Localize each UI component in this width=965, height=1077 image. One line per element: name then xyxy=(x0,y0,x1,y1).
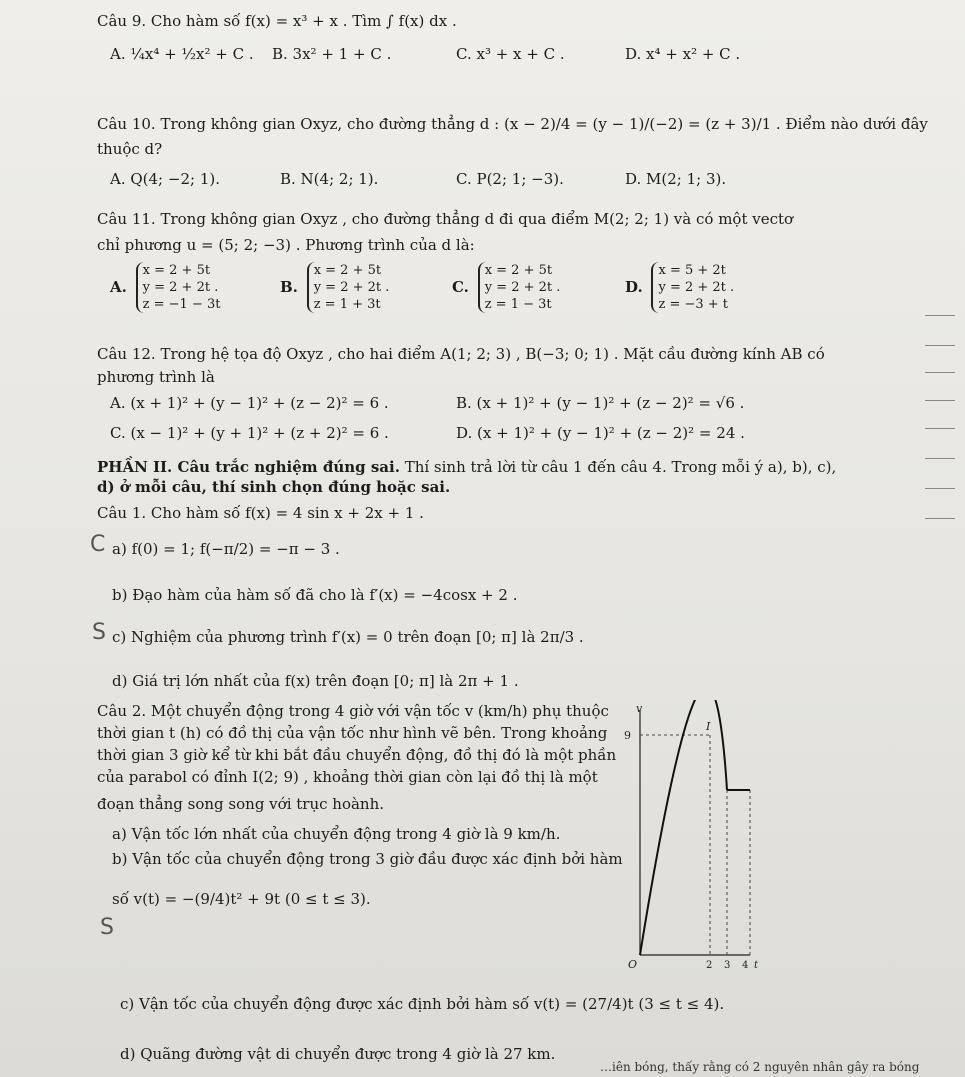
part2-heading: PHẦN II. Câu trắc nghiệm đúng sai. Thí sinh trả lời từ câu 1 đến câu 4. Trong mỗi ý a), b), c), xyxy=(97,458,837,476)
c2-item-b-formula: số v(t) = −(9/4)t² + 9t (0 ≤ t ≤ 3). xyxy=(112,890,371,908)
c2-item-b: b) Vận tốc của chuyển động trong 3 giờ đầu được xác định bởi hàm xyxy=(112,850,623,868)
q10-stem: Câu 10. Trong không gian Oxyz, cho đường thẳng d : (x − 2)/4 = (y − 1)/(−2) = (z + 3)/1 . Điểm nào dưới đây xyxy=(97,115,928,133)
c2-line-2: thời gian t (h) có đồ thị của vận tốc như hình vẽ bên. Trong khoảng xyxy=(97,724,608,742)
handwritten-mark-c: C xyxy=(90,532,106,557)
x-tick-4: 4 xyxy=(742,960,749,971)
handwritten-mark-s-2: S xyxy=(100,915,114,940)
q12-stem-2: phương trình là xyxy=(97,368,215,386)
handwritten-mark-s: S xyxy=(92,620,106,645)
next-page-fragment: …iên bóng, thấy rằng có 2 nguyên nhân gây ra bóng xyxy=(600,1060,920,1074)
vertex-label: I xyxy=(706,720,711,733)
q12-option-d: D. (x + 1)² + (y − 1)² + (z − 2)² = 24 . xyxy=(456,424,745,442)
c2-line-1: Câu 2. Một chuyển động trong 4 giờ với vận tốc v (km/h) phụ thuộc xyxy=(97,702,609,720)
part2-instruction: d) ở mỗi câu, thí sinh chọn đúng hoặc sai. xyxy=(97,478,451,496)
q11-option-b: B. x = 2 + 5t y = 2 + 2t . z = 1 + 3t xyxy=(280,263,390,312)
q10-option-d: D. M(2; 1; 3). xyxy=(625,170,727,188)
x-tick-2: 2 xyxy=(706,960,713,971)
edge-rule xyxy=(925,372,955,373)
q9-stem: Câu 9. Cho hàm số f(x) = x³ + x . Tìm ∫ f(x) dx . xyxy=(97,12,457,30)
c2-line-4: của parabol có đỉnh I(2; 9) , khoảng thời gian còn lại đồ thị là một xyxy=(97,768,598,786)
c2-item-a: a) Vận tốc lớn nhất của chuyển động trong 4 giờ là 9 km/h. xyxy=(112,825,561,843)
q10-option-b: B. N(4; 2; 1). xyxy=(280,170,379,188)
velocity-graph xyxy=(610,700,760,975)
q10-option-a: A. Q(4; −2; 1). xyxy=(110,170,220,188)
q12-option-c: C. (x − 1)² + (y + 1)² + (z + 2)² = 6 . xyxy=(110,424,389,442)
c2-item-c: c) Vận tốc của chuyển động được xác định bởi hàm số v(t) = (27/4)t (3 ≤ t ≤ 4). xyxy=(120,995,725,1013)
t-axis-label: t xyxy=(754,960,759,971)
c2-item-d: d) Quãng đường vật di chuyển được trong 4 giờ là 27 km. xyxy=(120,1045,556,1063)
edge-rule xyxy=(925,315,955,316)
q11-option-a: A. x = 2 + 5t y = 2 + 2t . z = −1 − 3t xyxy=(110,263,221,312)
origin-label: O xyxy=(628,958,638,971)
q11-stem-2: chỉ phương u = (5; 2; −3) . Phương trình của d là: xyxy=(97,236,475,254)
x-tick-3: 3 xyxy=(724,960,731,971)
q9-option-c: C. x³ + x + C . xyxy=(456,45,565,63)
c2-line-3: thời gian 3 giờ kể từ khi bắt đầu chuyển động, đồ thị đó là một phần xyxy=(97,746,617,764)
c1-item-c: c) Nghiệm của phương trình f′(x) = 0 trên đoạn [0; π] là 2π/3 . xyxy=(112,628,584,646)
parabola-curve xyxy=(640,700,727,955)
edge-rule xyxy=(925,428,955,429)
edge-rule xyxy=(925,400,955,401)
q11-option-c: C. x = 2 + 5t y = 2 + 2t . z = 1 − 3t xyxy=(452,263,561,312)
q10-option-c: C. P(2; 1; −3). xyxy=(456,170,564,188)
edge-rule xyxy=(925,488,955,489)
c2-line-5: đoạn thẳng song song với trục hoành. xyxy=(97,795,385,813)
q9-option-a: A. ¼x⁴ + ½x² + C . xyxy=(110,45,254,63)
edge-rule xyxy=(925,345,955,346)
q12-option-b: B. (x + 1)² + (y − 1)² + (z − 2)² = √6 . xyxy=(456,394,745,412)
c1-item-b: b) Đạo hàm của hàm số đã cho là f′(x) = −4cosx + 2 . xyxy=(112,586,518,604)
c1-stem: Câu 1. Cho hàm số f(x) = 4 sin x + 2x + 1 . xyxy=(97,504,424,522)
edge-rule xyxy=(925,518,955,519)
q11-option-d: D. x = 5 + 2t y = 2 + 2t . z = −3 + t xyxy=(625,263,735,312)
v-axis-label: v xyxy=(636,702,643,715)
y-tick-9: 9 xyxy=(624,729,631,742)
c1-item-a: a) f(0) = 1; f(−π/2) = −π − 3 . xyxy=(112,540,340,558)
q12-option-a: A. (x + 1)² + (y − 1)² + (z − 2)² = 6 . xyxy=(110,394,389,412)
q9-option-d: D. x⁴ + x² + C . xyxy=(625,45,741,63)
q9-option-b: B. 3x² + 1 + C . xyxy=(272,45,392,63)
q11-stem: Câu 11. Trong không gian Oxyz , cho đường thẳng d đi qua điểm M(2; 2; 1) và có một vectơ xyxy=(97,210,794,228)
q10-stem-2: thuộc d? xyxy=(97,140,163,158)
q12-stem: Câu 12. Trong hệ tọa độ Oxyz , cho hai điểm A(1; 2; 3) , B(−3; 0; 1) . Mặt cầu đường kính AB có xyxy=(97,345,825,363)
c1-item-d: d) Giá trị lớn nhất của f(x) trên đoạn [0; π] là 2π + 1 . xyxy=(112,672,519,690)
edge-rule xyxy=(925,458,955,459)
